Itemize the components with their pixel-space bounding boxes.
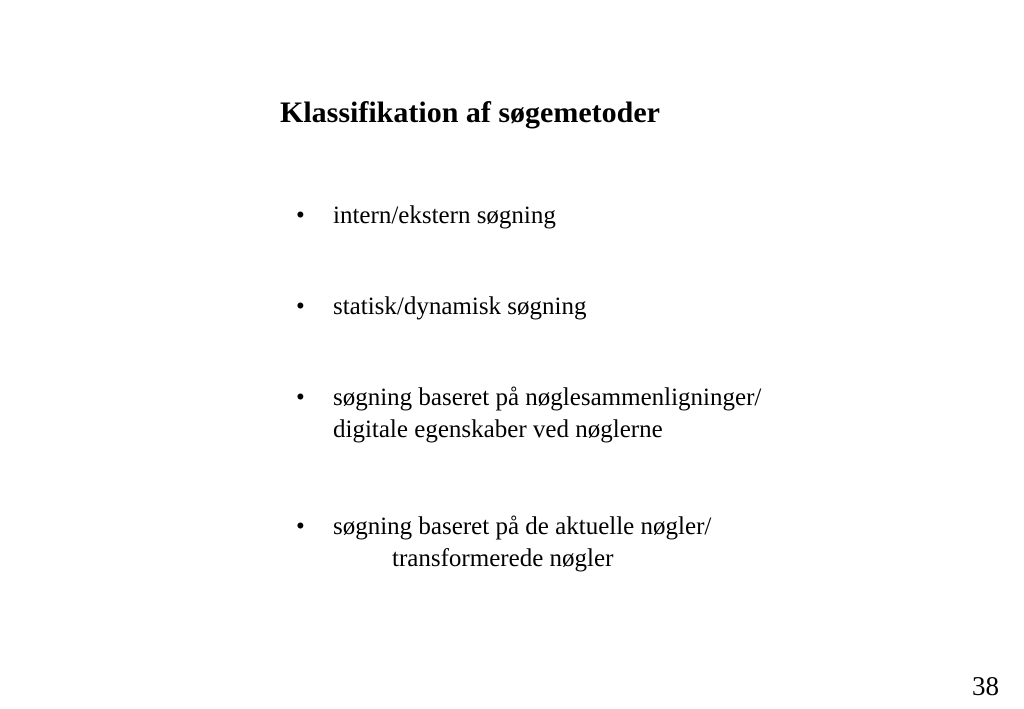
bullet-text	[333, 511, 711, 575]
bullet-line: statisk/dynamisk søgning	[333, 293, 587, 320]
bullet-line: søgning baseret på nøglesammenligninger/	[333, 384, 762, 411]
bullet-text	[333, 382, 761, 446]
slide-title: Klassifikation af søgemetoder	[280, 96, 660, 129]
bullet-marker: •	[296, 293, 305, 320]
page-number: 38	[972, 671, 999, 701]
bullet-marker: •	[296, 202, 305, 229]
bullet-text	[333, 291, 586, 323]
bullet-text	[333, 200, 556, 232]
bullet-marker: •	[296, 513, 305, 540]
bullet-line: digitale egenskaber ved nøglerne	[333, 416, 663, 443]
bullet-line: intern/ekstern søgning	[333, 202, 556, 229]
bullet-marker: •	[296, 384, 305, 411]
bullet-line: søgning baseret på de aktuelle nøgler/	[333, 513, 712, 540]
bullet-line: transformerede nøgler	[392, 545, 614, 572]
